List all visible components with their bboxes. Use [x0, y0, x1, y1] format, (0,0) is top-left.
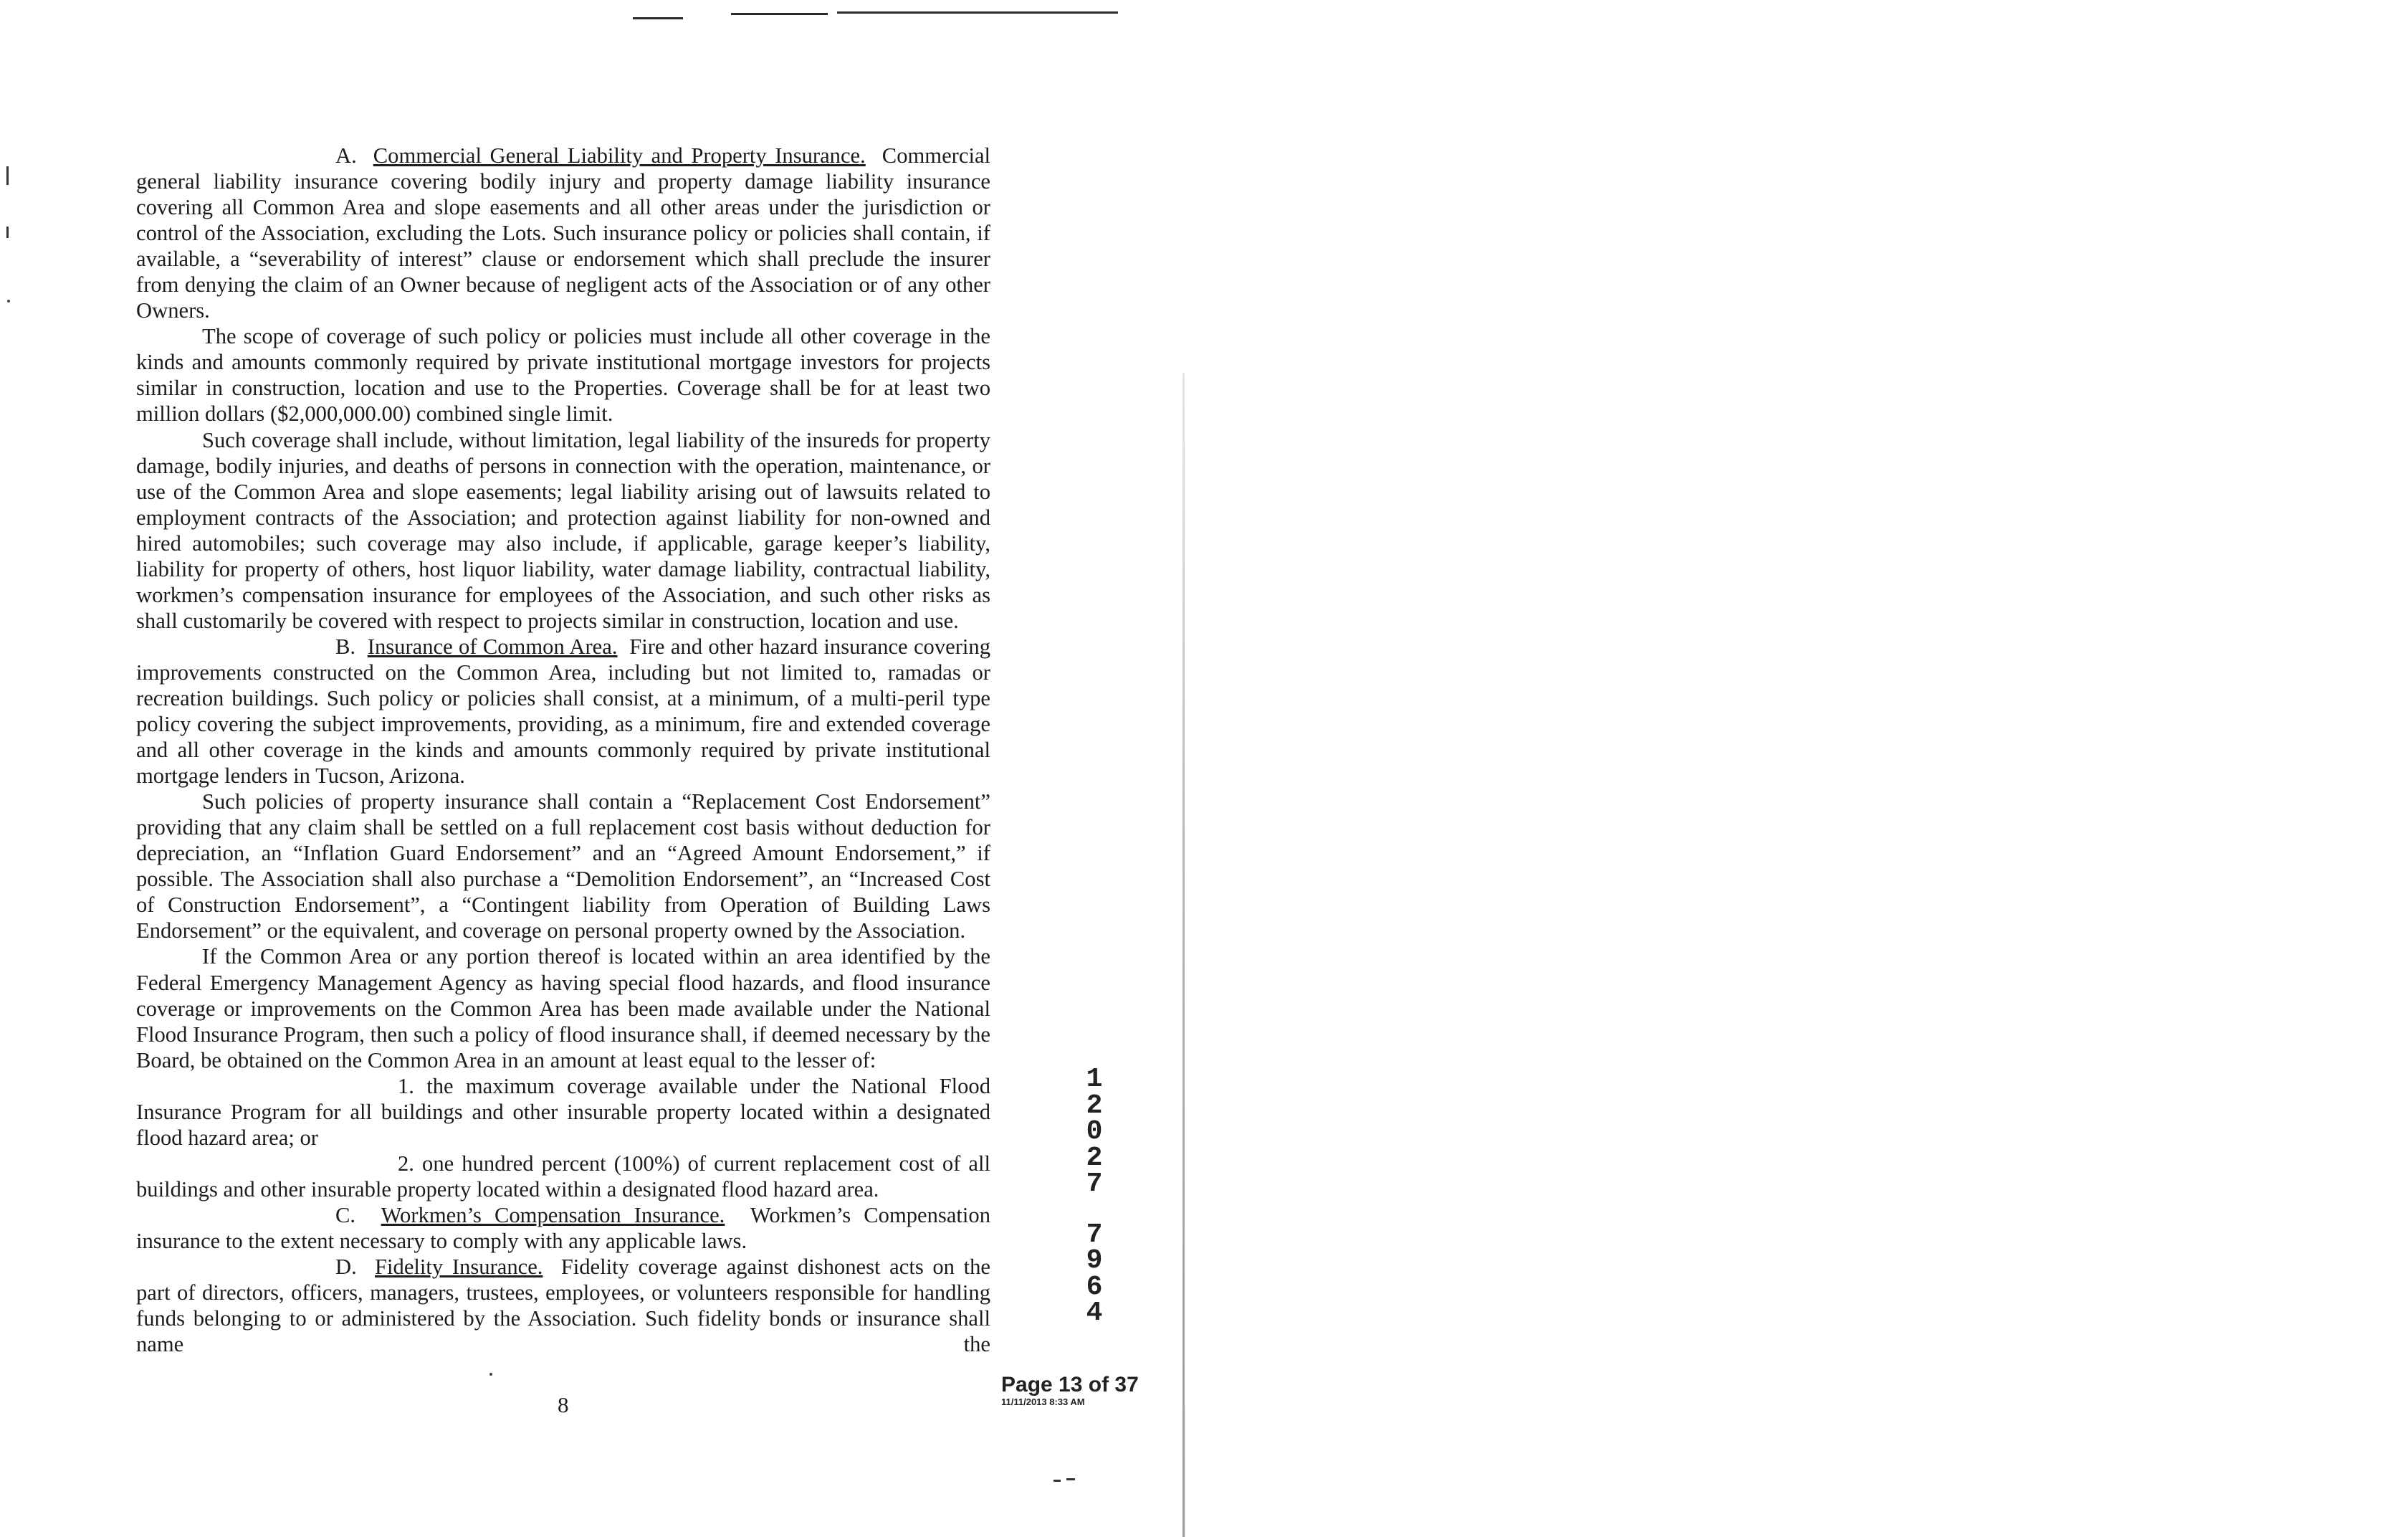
paragraph-text: 1. the maximum coverage available under the National Flood Insurance Program for all buildings and other insurable property located within a designated flood hazard area; or [136, 1073, 990, 1150]
section-heading: Insurance of Common Area. [367, 634, 618, 659]
paragraph-text: Workmen’s Compensation insurance to the extent necessary to comply with any applicable laws. [136, 1202, 990, 1253]
section-label: B. [335, 634, 356, 659]
paragraph-replacement [136, 789, 990, 943]
paragraph-sec-b [136, 634, 990, 789]
document-body [136, 143, 990, 1357]
paragraph-text: 2. one hundred percent (100%) of current replacement cost of all buildings and other insurable property located within a designated flood hazard area. [136, 1151, 990, 1201]
recording-digit: 2 [1086, 1142, 1103, 1174]
page-stamp [1001, 1374, 1139, 1408]
scan-artifact-mark [6, 166, 9, 185]
scan-artifact-dash [1066, 1478, 1075, 1480]
recording-digit: 0 [1086, 1116, 1103, 1147]
scan-artifact-line [731, 13, 828, 15]
paragraph-text: Commercial general liability insurance covering bodily injury and property damage liability insurance covering all Common Area and slope easements and all other areas under the jurisdiction or control of the Association, excluding the Lots. Such insurance policy or policies shall contain, if available, a “severability of interest” clause or endorsement which shall preclude the insurer from denying the claim of an Owner because of negligent acts of the Association or of any other Owners. [136, 143, 991, 323]
section-heading: Fidelity Insurance. [375, 1255, 543, 1280]
section-heading: Workmen’s Compensation Insurance. [381, 1202, 725, 1227]
paragraph-text: Such coverage shall include, without limitation, legal liability of the insureds for property damage, bodily injuries, and deaths of persons in connection with the operation, maintenance, or use of the Common Area and slope easements; legal liability arising out of lawsuits related to employment contracts of the Association; and protection against liability for non-owned and hired automobiles; such coverage may also include, if applicable, garage keeper’s liability, liability for property of others, host liquor liability, water damage liability, contractual liability, workmen’s compensation insurance for employees of the Association, and such other risks as shall customarily be covered with respect to projects similar in construction, location and use. [136, 427, 990, 633]
scan-artifact-dot [489, 1373, 492, 1376]
recording-digit: 7 [1086, 1219, 1103, 1250]
paragraph-text: Fidelity coverage against dishonest acts on the part of directors, officers, managers, trustees, employees, or volunteers responsible for handling funds belonging to or administered by the Association. Such fidelity bonds or insurance shall name the [136, 1255, 990, 1357]
paragraph-sec-c [136, 1202, 990, 1254]
recording-digit-gap [1079, 1198, 1110, 1222]
paragraph-text: Fire and other hazard insurance covering improvements constructed on the Common Area, including but not limited to, ramadas or recreation buildings. Such policy or policies shall consist, at a minimum, of a multi-peril type policy covering the subject improvements, providing, as a minimum, fire and extended coverage and all other coverage in the kinds and amounts commonly required by private institutional mortgage lenders in Tucson, Arizona. [136, 634, 991, 789]
paragraph-such-coverage [136, 427, 990, 634]
recording-digit: 4 [1086, 1298, 1103, 1328]
paragraph-text: If the Common Area or any portion thereof is located within an area identified by the Federal Emergency Management Agency as having special flood hazards, and flood insurance coverage or improvements on the Common Area has been made available under the National Flood Insurance Program, then such a policy of flood insurance shall, if deemed necessary by the Board, be obtained on the Common Area in an amount at least equal to the lesser of: [136, 944, 990, 1072]
paragraph-sec-d [136, 1254, 990, 1357]
section-label: C. [335, 1202, 356, 1227]
page-count-label: Page 13 of 37 [1001, 1373, 1139, 1396]
paragraph-item-2 [136, 1151, 990, 1202]
recording-digit: 1 [1086, 1064, 1103, 1095]
paragraph-flood [136, 943, 990, 1072]
section-heading: Commercial General Liability and Property Insurance. [373, 143, 866, 168]
page-number: 8 [558, 1392, 569, 1417]
scan-artifact-line [633, 17, 683, 19]
paragraph-item-1 [136, 1073, 990, 1151]
scan-artifact-dot [7, 300, 10, 303]
section-label: D. [335, 1255, 357, 1280]
paragraph-text: Such policies of property insurance shall contain a “Replacement Cost Endorsement” providing that any claim shall be settled on a full replacement cost basis without deduction for depreciation, an “Inflation Guard Endorsement” and an “Agreed Amount Endorsement,” if possible. The Association shall also purchase a “Demolition Endorsement”, an “Increased Cost of Construction Endorsement”, a “Contingent liability from Operation of Building Laws Endorsement” or the equivalent, and coverage on personal property owned by the Association. [136, 789, 990, 943]
scan-artifact-dash [1054, 1480, 1061, 1482]
recording-digit: 7 [1086, 1169, 1103, 1199]
recording-timestamp: 11/11/2013 8:33 AM [1001, 1396, 1085, 1407]
recording-digit: 6 [1086, 1271, 1103, 1303]
paragraph-text: The scope of coverage of such policy or policies must include all other coverage in the kinds and amounts commonly required by private institutional mortgage investors for projects similar in construction, location and use to the Properties. Coverage shall be for at least two million dollars ($2,000,000.00) combined single limit. [136, 324, 990, 427]
recording-digit: 9 [1086, 1245, 1103, 1276]
section-label: A. [335, 143, 357, 168]
page-edge-shadow [1182, 373, 1185, 1537]
paragraph-scope [136, 323, 990, 427]
paragraph-sec-a [136, 143, 990, 323]
recording-number-stamp [1079, 1064, 1110, 1328]
scan-artifact-line [837, 11, 1118, 14]
scan-artifact-mark [6, 227, 9, 238]
recording-digit: 2 [1086, 1090, 1103, 1121]
